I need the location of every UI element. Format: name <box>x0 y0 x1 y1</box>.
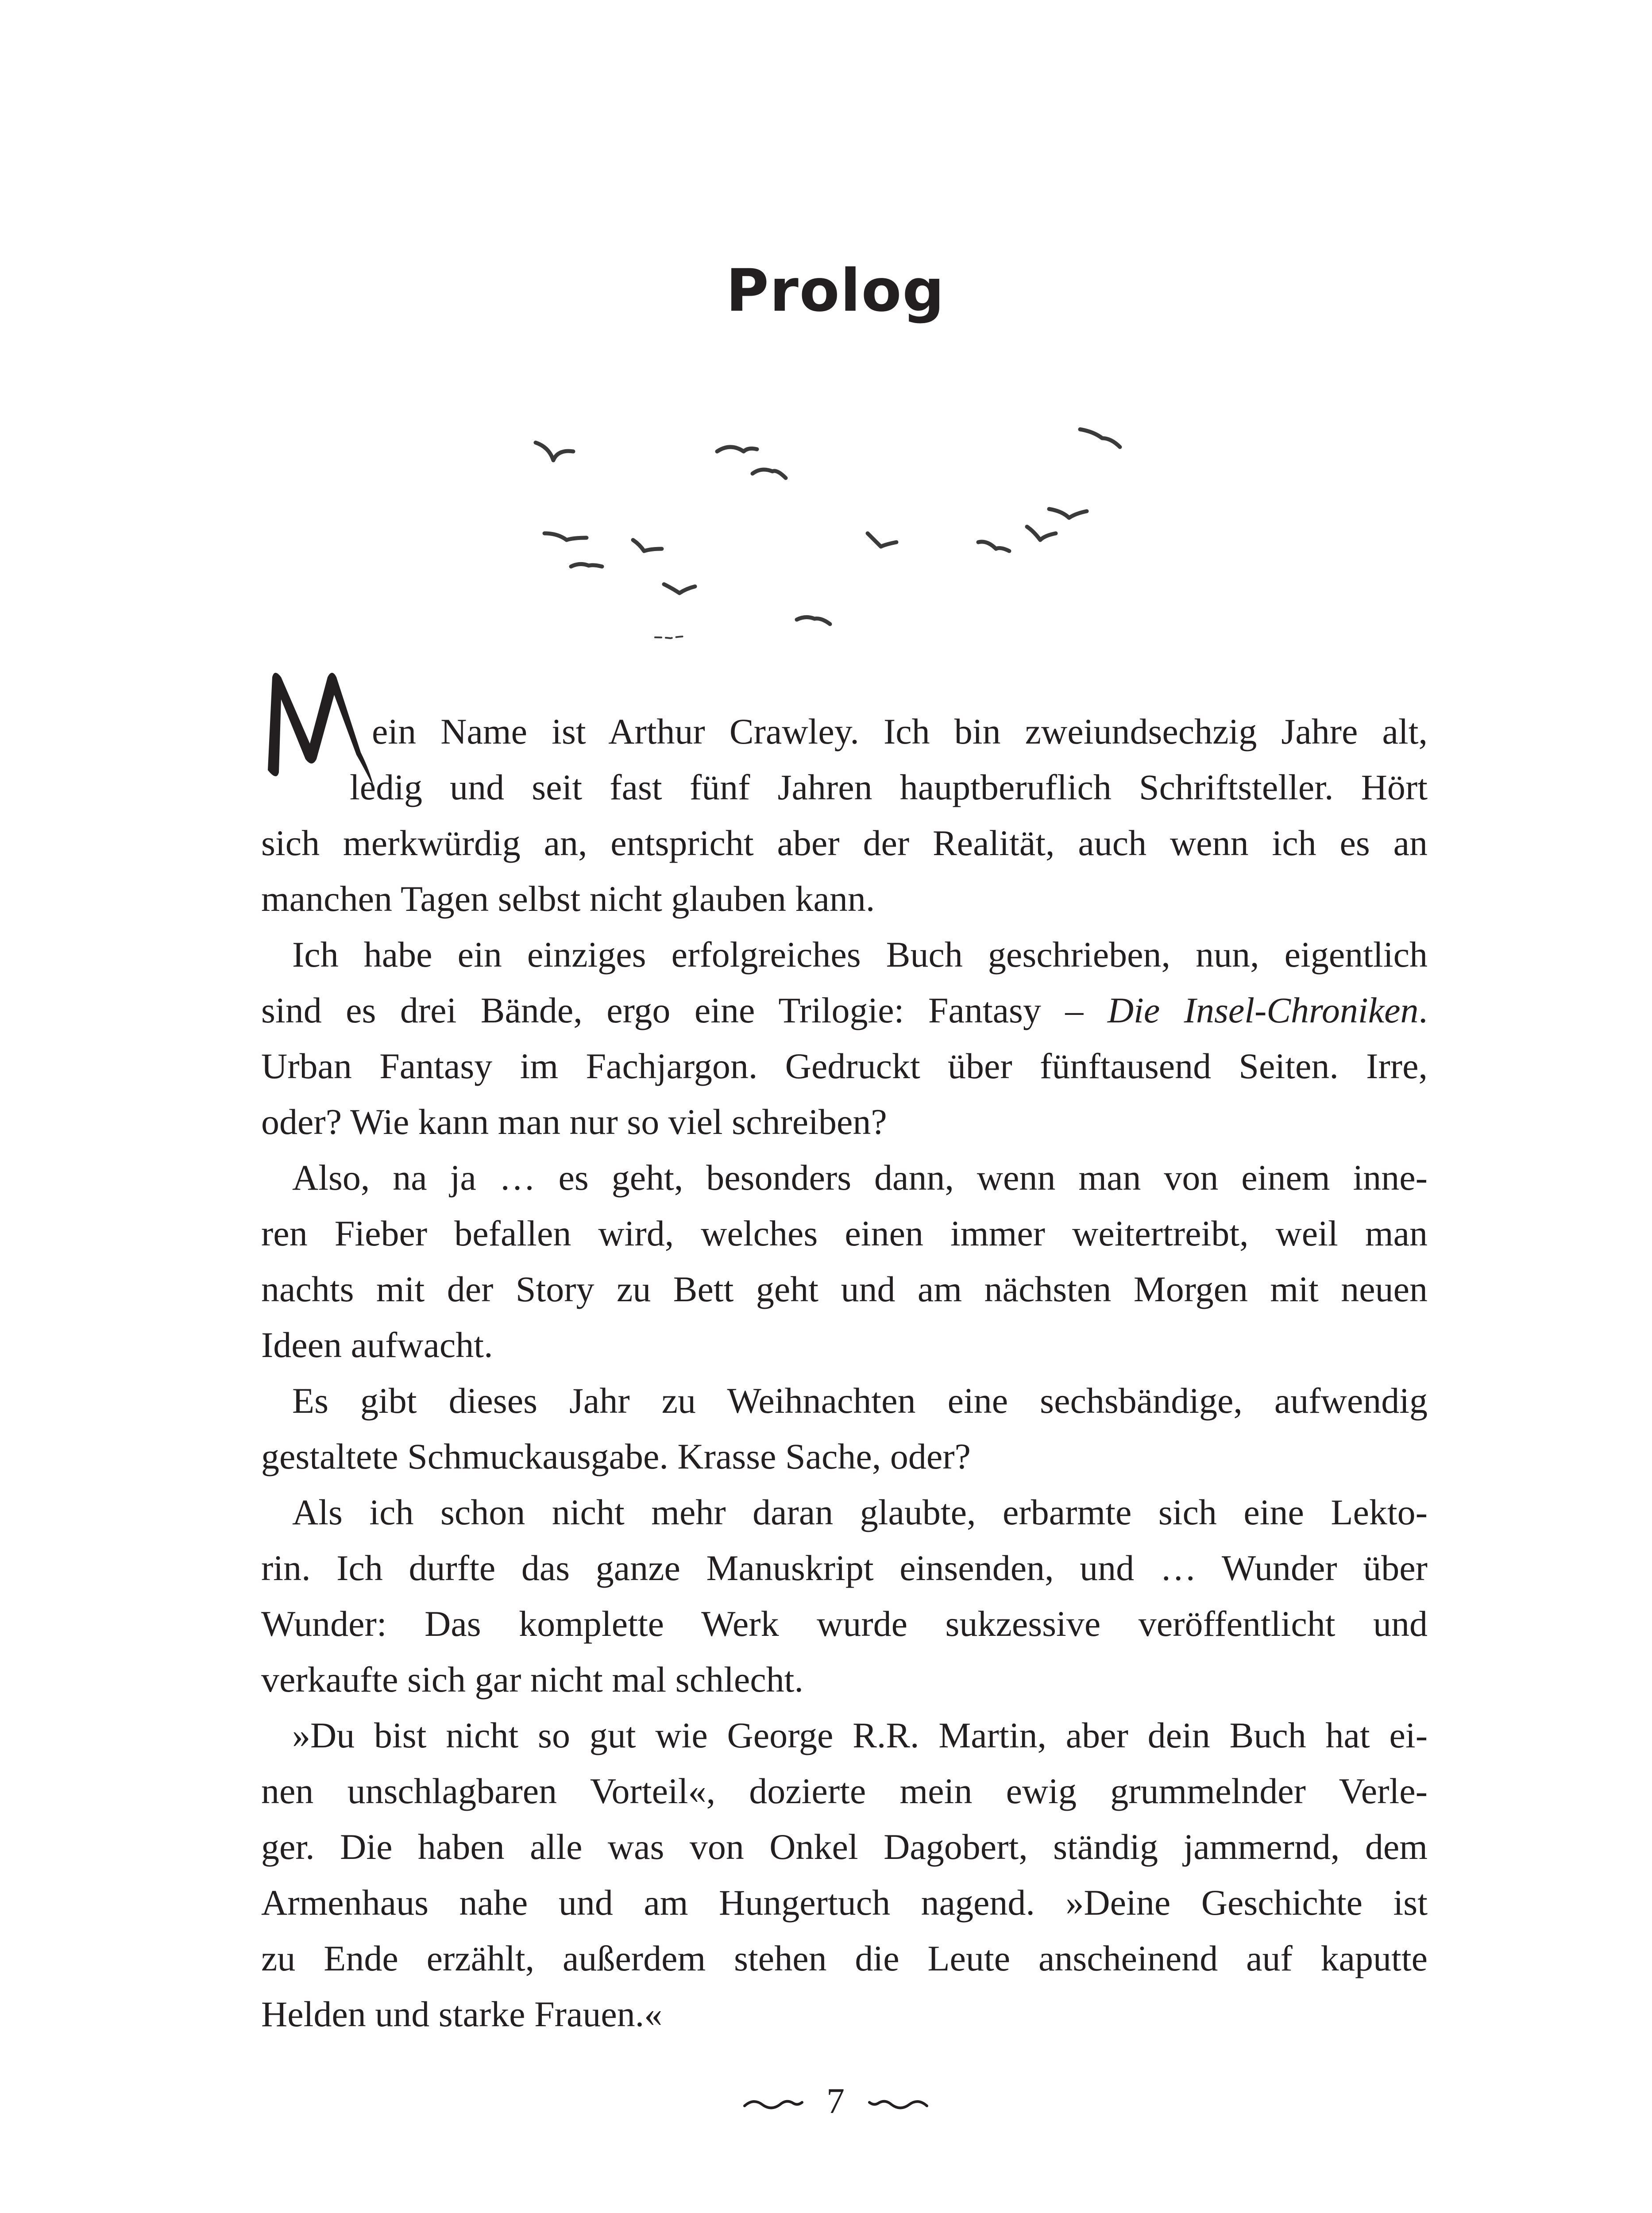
text-line: Ideen aufwacht. <box>261 1325 493 1365</box>
text-line: ren Fieber befallen wird, welches einen immer weitertreibt, weil man <box>261 1213 1428 1253</box>
text-line: Es gibt dieses Jahr zu Weihnachten eine sechsbändige, aufwendig <box>292 1380 1428 1421</box>
paragraph-5 <box>261 1484 1428 1708</box>
book-title: Die Insel-Chroniken <box>1107 990 1419 1030</box>
paragraph-6 <box>261 1708 1428 2042</box>
bird-6 <box>633 540 662 551</box>
bird-13 <box>797 617 830 624</box>
text-line: rin. Ich durfte das ganze Manuskript einsenden, und … Wunder über <box>261 1548 1428 1588</box>
bird-8 <box>868 533 896 547</box>
text-line: nachts mit der Story zu Bett geht und am nächsten Morgen mit neuen <box>261 1269 1428 1309</box>
paragraph-2 <box>261 927 1428 1150</box>
text-line: sich merkwürdig an, entspricht aber der Realität, auch wenn ich es an <box>261 823 1428 863</box>
text-line: Wunder: Das komplette Werk wurde sukzessive veröffentlicht und <box>261 1604 1428 1644</box>
bird-14 <box>655 636 686 638</box>
right-swash-ornament <box>867 2093 929 2116</box>
left-swash-ornament <box>742 2093 804 2116</box>
page-number: 7 <box>826 2081 845 2121</box>
paragraph-3 <box>261 1150 1428 1373</box>
text-line: manchen Tagen selbst nicht glauben kann. <box>261 879 875 919</box>
bird-2 <box>717 447 757 451</box>
text-line: Also, na ja … es geht, besonders dann, wenn man von einem inne- <box>292 1157 1428 1198</box>
text-line: Urban Fantasy im Fachjargon. Gedruckt über fünftausend Seiten. Irre, <box>261 1046 1428 1086</box>
text-fragment: . <box>1418 990 1428 1030</box>
bird-5 <box>544 533 587 540</box>
bird-12 <box>664 584 695 593</box>
text-fragment: sind es drei Bände, ergo eine Trilogie: Fantasy – <box>261 990 1108 1030</box>
text-line: verkaufte sich gar nicht mal schlecht. <box>261 1659 803 1700</box>
bird-4 <box>1080 429 1120 447</box>
body-text <box>261 704 1428 2042</box>
bird-11 <box>1049 509 1087 518</box>
text-line: oder? Wie kann man nur so viel schreiben? <box>261 1102 887 1142</box>
text-line: Ich habe ein einziges erfolgreiches Buch geschrieben, nun, eigentlich <box>292 934 1428 975</box>
paragraph-4 <box>261 1373 1428 1484</box>
chapter-title: Prolog <box>726 257 945 325</box>
bird-10 <box>1027 527 1056 540</box>
text-line: ledig und seit fast fünf Jahren hauptberuflich Schriftsteller. Hört <box>350 767 1428 807</box>
bird-9 <box>978 542 1009 551</box>
bird-3 <box>753 470 786 478</box>
text-line: zu Ende erzählt, außerdem stehen die Leute anscheinend auf kaputte <box>261 1938 1428 1978</box>
text-line: Armenhaus nahe und am Hungertuch nagend. »Deine Geschichte ist <box>261 1882 1428 1923</box>
birds-illustration <box>531 407 1151 655</box>
page-footer <box>0 2080 1652 2122</box>
text-line: ein Name ist Arthur Crawley. Ich bin zweiundsechzig Jahre alt, <box>372 711 1428 752</box>
text-line: »Du bist nicht so gut wie George R.R. Martin, aber dein Buch hat ei- <box>292 1715 1428 1755</box>
bird-1 <box>536 443 573 460</box>
text-line: Helden und starke Frauen.« <box>261 1994 663 2034</box>
paragraph-1 <box>261 704 1428 927</box>
text-line <box>261 983 1428 1038</box>
text-line: nen unschlagbaren Vorteil«, dozierte mein ewig grummelnder Verle- <box>261 1771 1428 1811</box>
bird-7 <box>571 564 602 567</box>
text-line: ger. Die haben alle was von Onkel Dagobert, ständig jammernd, dem <box>261 1827 1428 1867</box>
text-line: gestaltete Schmuckausgabe. Krasse Sache, oder? <box>261 1436 971 1477</box>
text-line: Als ich schon nicht mehr daran glaubte, erbarmte sich eine Lekto- <box>292 1492 1428 1532</box>
